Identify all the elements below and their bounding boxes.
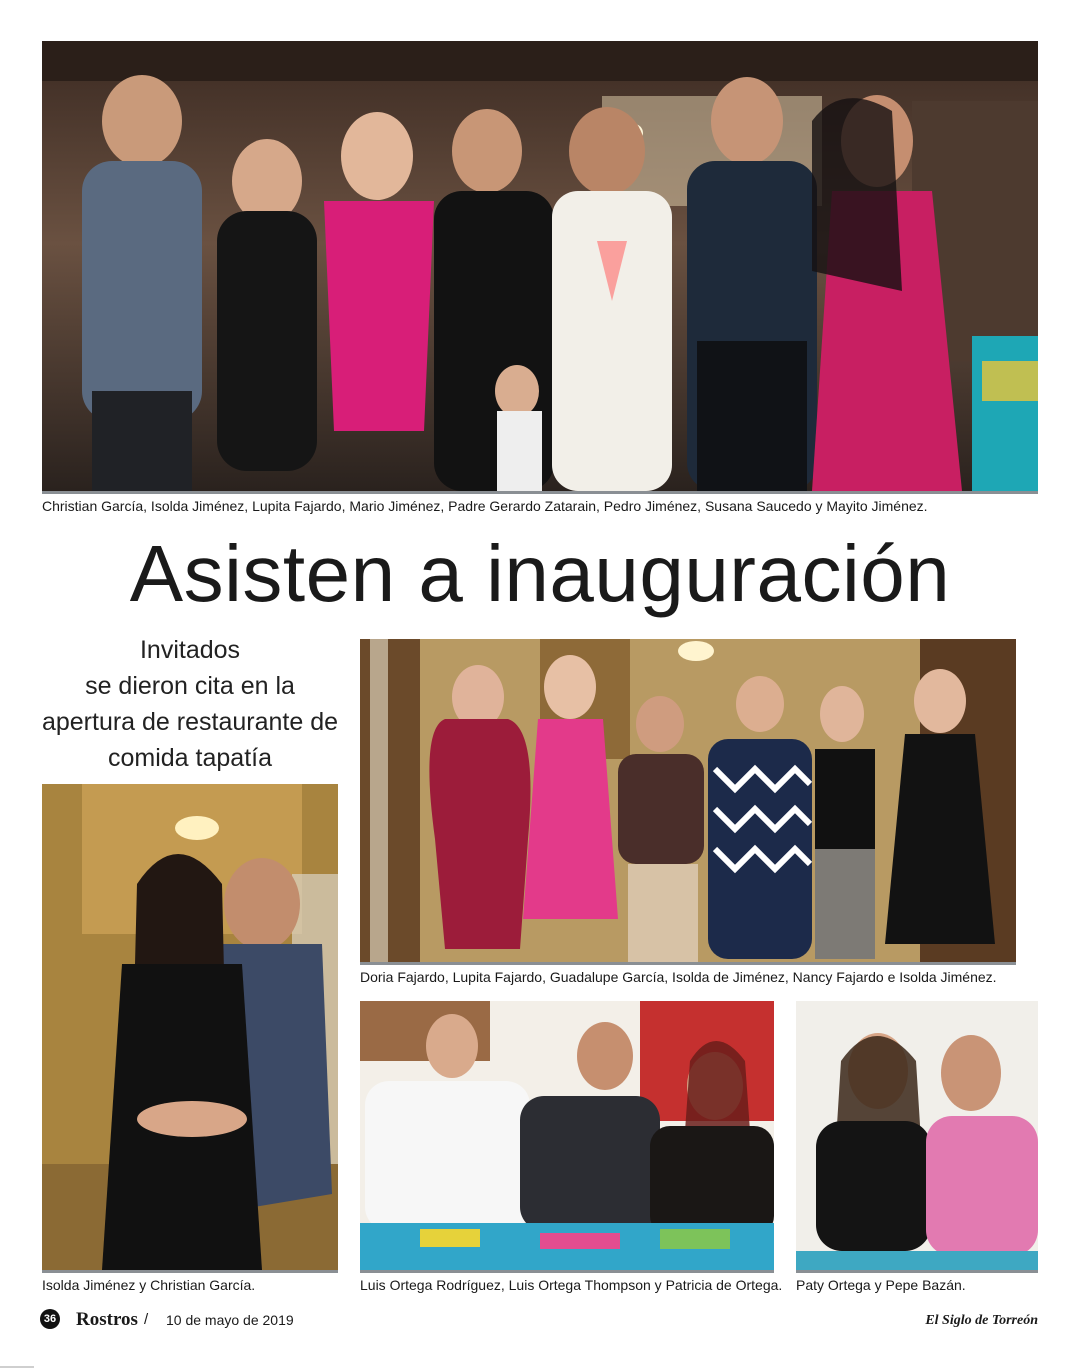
photo-ortega-family [360, 1001, 774, 1273]
issue-date: 10 de mayo de 2019 [166, 1312, 294, 1328]
photo-group-top [42, 41, 1038, 494]
caption-couple: Isolda Jiménez y Christian García. [42, 1277, 256, 1293]
footer-separator: / [144, 1311, 149, 1328]
magazine-name: Rostros [76, 1309, 138, 1330]
caption-group-top: Christian García, Isolda Jiménez, Lupita Fajardo, Mario Jiménez, Padre Gerardo Zatarain, Pedro Jiménez, Susana Saucedo y Mayito Jiménez. [42, 498, 928, 514]
photo-group-women [360, 639, 1016, 965]
photo-group-women-image [360, 639, 1016, 962]
page-footer [40, 1308, 1038, 1334]
photo-couple-image [42, 784, 338, 1270]
photo-couple [42, 784, 338, 1273]
subtitle-line-1: Invitados [139, 636, 241, 664]
corner-rule [0, 1366, 34, 1368]
subtitle-line-3: apertura de restaurante de [41, 708, 339, 736]
newspaper-logo: El Siglo de Torreón [925, 1313, 1038, 1328]
caption-ortega-family: Luis Ortega Rodríguez, Luis Ortega Thompson y Patricia de Ortega. [360, 1277, 783, 1293]
photo-paty-pepe [796, 1001, 1038, 1273]
photo-paty-pepe-image [796, 1001, 1038, 1270]
subtitle-line-2: se dieron cita en la [85, 672, 295, 700]
caption-group-women: Doria Fajardo, Lupita Fajardo, Guadalupe García, Isolda de Jiménez, Nancy Fajardo e Isolda Jiménez. [360, 969, 997, 985]
page-number: 36 [40, 1309, 60, 1329]
photo-group-top-image [42, 41, 1038, 491]
photo-ortega-family-image [360, 1001, 774, 1270]
caption-paty-pepe: Paty Ortega y Pepe Bazán. [796, 1277, 966, 1293]
subtitle [40, 632, 340, 776]
headline: Asisten a inauguración [129, 529, 951, 618]
subtitle-line-4: comida tapatía [108, 744, 272, 772]
